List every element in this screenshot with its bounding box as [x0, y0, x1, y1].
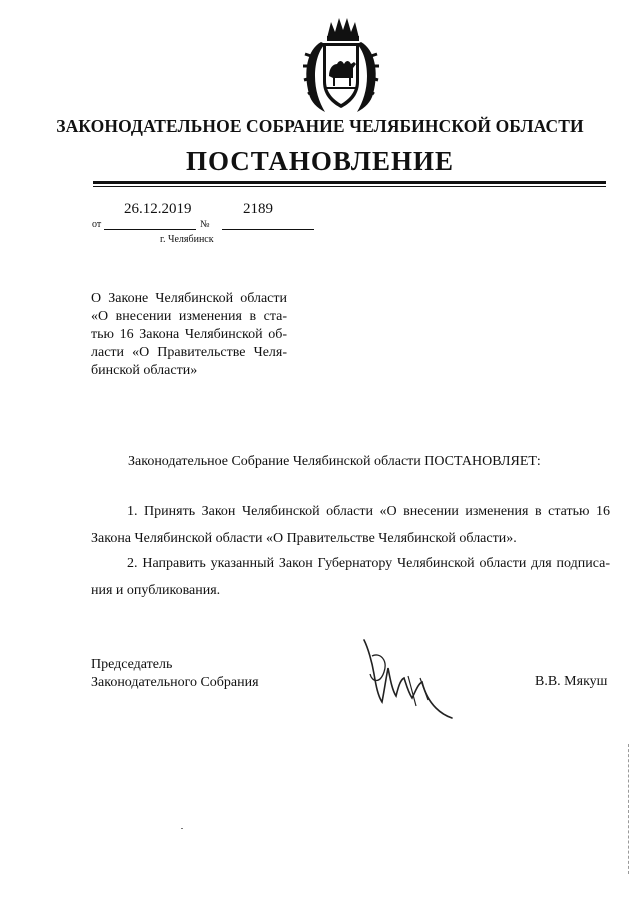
resolution-item-2	[91, 550, 610, 604]
date-underline	[104, 229, 196, 230]
position-line: Председатель	[91, 657, 173, 672]
city-label: г. Челябинск	[160, 234, 214, 245]
title-line: бинской области»	[91, 363, 198, 378]
resolution-item-1	[91, 498, 610, 552]
signer-position	[91, 656, 259, 692]
handwritten-signature-icon	[358, 638, 458, 720]
document-title	[91, 290, 287, 380]
number-underline	[222, 229, 314, 230]
header-rule-thick	[93, 181, 606, 184]
title-line: О Законе Челябинской области	[91, 291, 287, 306]
scan-dot	[181, 828, 183, 829]
title-line: «О внесении изменения в ста-	[91, 309, 287, 324]
organization-name: ЗАКОНОДАТЕЛЬНОЕ СОБРАНИЕ ЧЕЛЯБИНСКОЙ ОБЛАСТИ	[56, 116, 584, 136]
paragraph-line: ния и опубликования.	[91, 583, 221, 598]
title-line: тью 16 Закона Челябинской об-	[91, 327, 287, 342]
from-label: от	[92, 219, 102, 230]
preamble: Законодательное Собрание Челябинской области ПОСТАНОВЛЯЕТ:	[128, 454, 541, 469]
document-date: 26.12.2019	[124, 201, 192, 217]
coat-of-arms-icon	[301, 16, 381, 114]
scan-edge-mark	[628, 744, 630, 874]
paragraph-line: 1. Принять Закон Челябинской области «О внесении изменения в статью 16	[127, 504, 610, 519]
document-type: ПОСТАНОВЛЕНИЕ	[185, 146, 455, 176]
number-label: №	[200, 219, 210, 230]
position-line: Законодательного Собрания	[91, 675, 259, 690]
paragraph-line: 2. Направить указанный Закон Губернатору Челябинской области для подписа-	[127, 556, 610, 571]
title-line: ласти «О Правительстве Челя-	[91, 345, 287, 360]
header-rule-thin	[93, 186, 606, 187]
document-number: 2189	[243, 201, 273, 217]
signer-name: В.В. Мякуш	[535, 674, 608, 689]
paragraph-line: Закона Челябинской области «О Правительстве Челябинской области».	[91, 531, 517, 546]
